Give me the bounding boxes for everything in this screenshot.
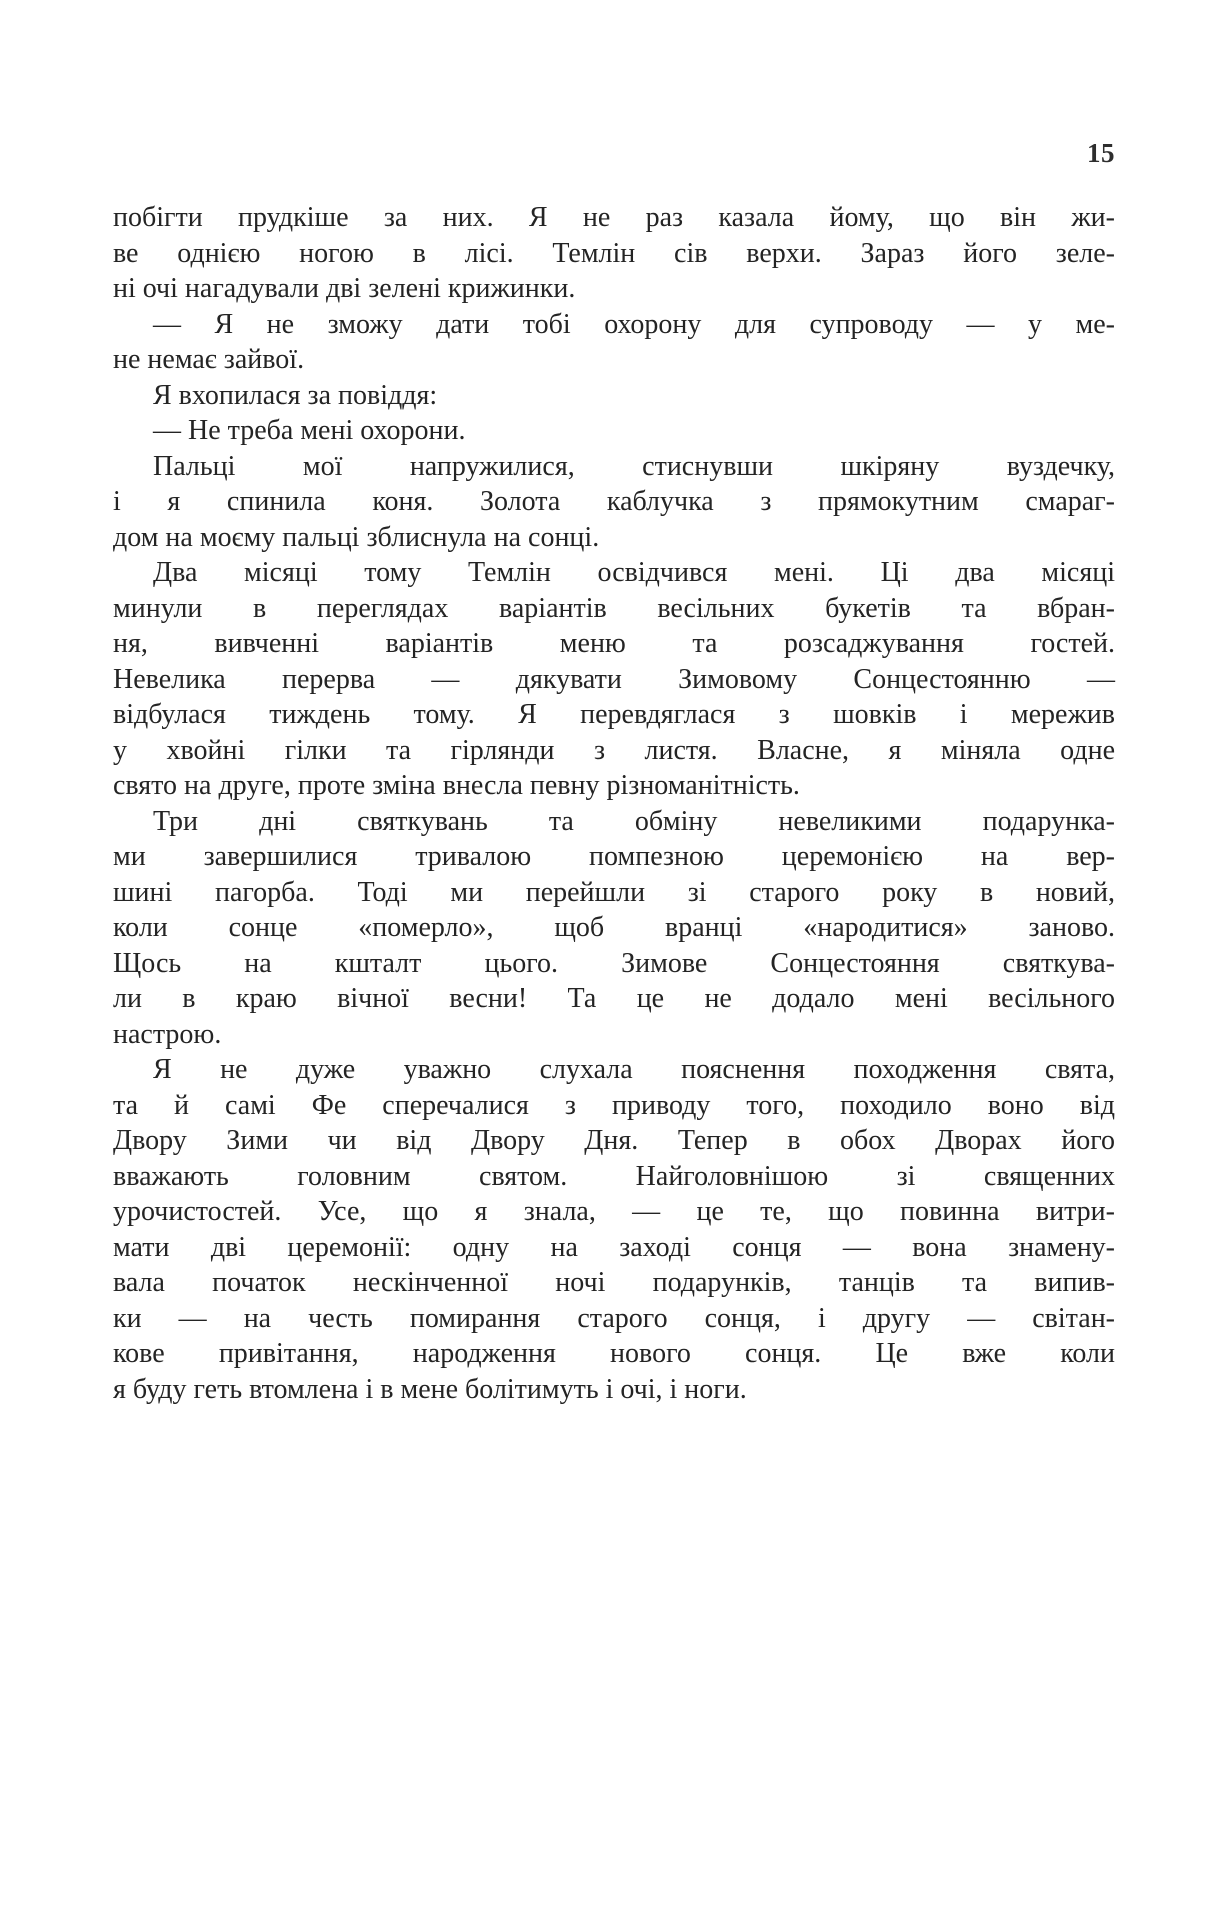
page-number: 15 xyxy=(1087,138,1115,168)
text-line: минули в переглядах варіантів весільних букетів та вбран- xyxy=(113,592,1115,624)
text-line: Пальці мої напружилися, стиснувши шкіряну вуздечку, xyxy=(153,450,1115,482)
text-line: настрою. xyxy=(113,1018,222,1050)
text-line: свято на друге, проте зміна внесла певну різноманітність. xyxy=(113,770,800,801)
text-line: ли в краю вічної весни! Та це не додало мені весільного xyxy=(113,983,1115,1014)
text-line: у хвойні гілки та гірлянди з листя. Власне, я міняла одне xyxy=(113,734,1115,766)
text-line: ки — на честь помирання старого сонця, і другу — світан- xyxy=(113,1302,1115,1334)
text-line: Невелика перерва — дякувати Зимовому Сонцестоянню — xyxy=(113,663,1115,695)
text-line: відбулася тиждень тому. Я перевдяглася з шовків і мережив xyxy=(113,699,1115,730)
text-line: кове привітання, народження нового сонця. Це вже коли xyxy=(113,1338,1115,1369)
text-line: Щось на кшталт цього. Зимове Сонцестояння святкува- xyxy=(113,947,1115,979)
text-line: урочистостей. Усе, що я знала, — це те, що повинна витри- xyxy=(113,1196,1115,1227)
text-line: шині пагорба. Тоді ми перейшли зі старого року в новий, xyxy=(113,876,1115,908)
text-line: дом на моєму пальці зблиснула на сонці. xyxy=(113,521,600,553)
text-line: ми завершилися тривалою помпезною церемонією на вер- xyxy=(113,841,1115,872)
text-line: та й самі Фе сперечалися з приводу того, походило воно від xyxy=(113,1089,1115,1121)
text-line: коли сонце «померло», щоб вранці «народитися» заново. xyxy=(113,912,1115,943)
text-line: Я не дуже уважно слухала пояснення походження свята, xyxy=(153,1054,1115,1085)
text-line: вала початок нескінченної ночі подарунків, танців та випив- xyxy=(113,1267,1115,1298)
text-line: — Я не зможу дати тобі охорону для супроводу — у ме- xyxy=(153,308,1115,340)
text-line: Три дні святкувань та обміну невеликими подарунка- xyxy=(153,805,1115,837)
text-line: побігти прудкіше за них. Я не раз казала йому, що він жи- xyxy=(113,202,1115,233)
text-line: Два місяці тому Темлін освідчився мені. Ці два місяці xyxy=(153,557,1115,588)
page-text xyxy=(113,200,1115,1407)
text-line: мати дві церемонії: одну на заході сонця — вона знамену- xyxy=(113,1231,1115,1263)
text-line: вважають головним святом. Найголовнішою зі священних xyxy=(113,1160,1115,1192)
text-line: Я вхопилася за повіддя: xyxy=(153,379,438,411)
text-line: ве однією ногою в лісі. Темлін сів верхи. Зараз його зеле- xyxy=(113,237,1115,269)
text-line: ні очі нагадували дві зелені крижинки. xyxy=(113,273,576,304)
text-line: я буду геть втомлена і в мене болітимуть і очі, і ноги. xyxy=(113,1373,747,1405)
text-line: ня, вивченні варіантів меню та розсаджування гостей. xyxy=(113,628,1115,659)
text-line: і я спинила коня. Золота каблучка з прямокутним смараг- xyxy=(113,486,1115,517)
text-line: Двору Зими чи від Двору Дня. Тепер в обох Дворах його xyxy=(113,1125,1115,1156)
text-line: — Не треба мені охорони. xyxy=(153,415,466,446)
text-line: не немає зайвої. xyxy=(113,344,305,375)
